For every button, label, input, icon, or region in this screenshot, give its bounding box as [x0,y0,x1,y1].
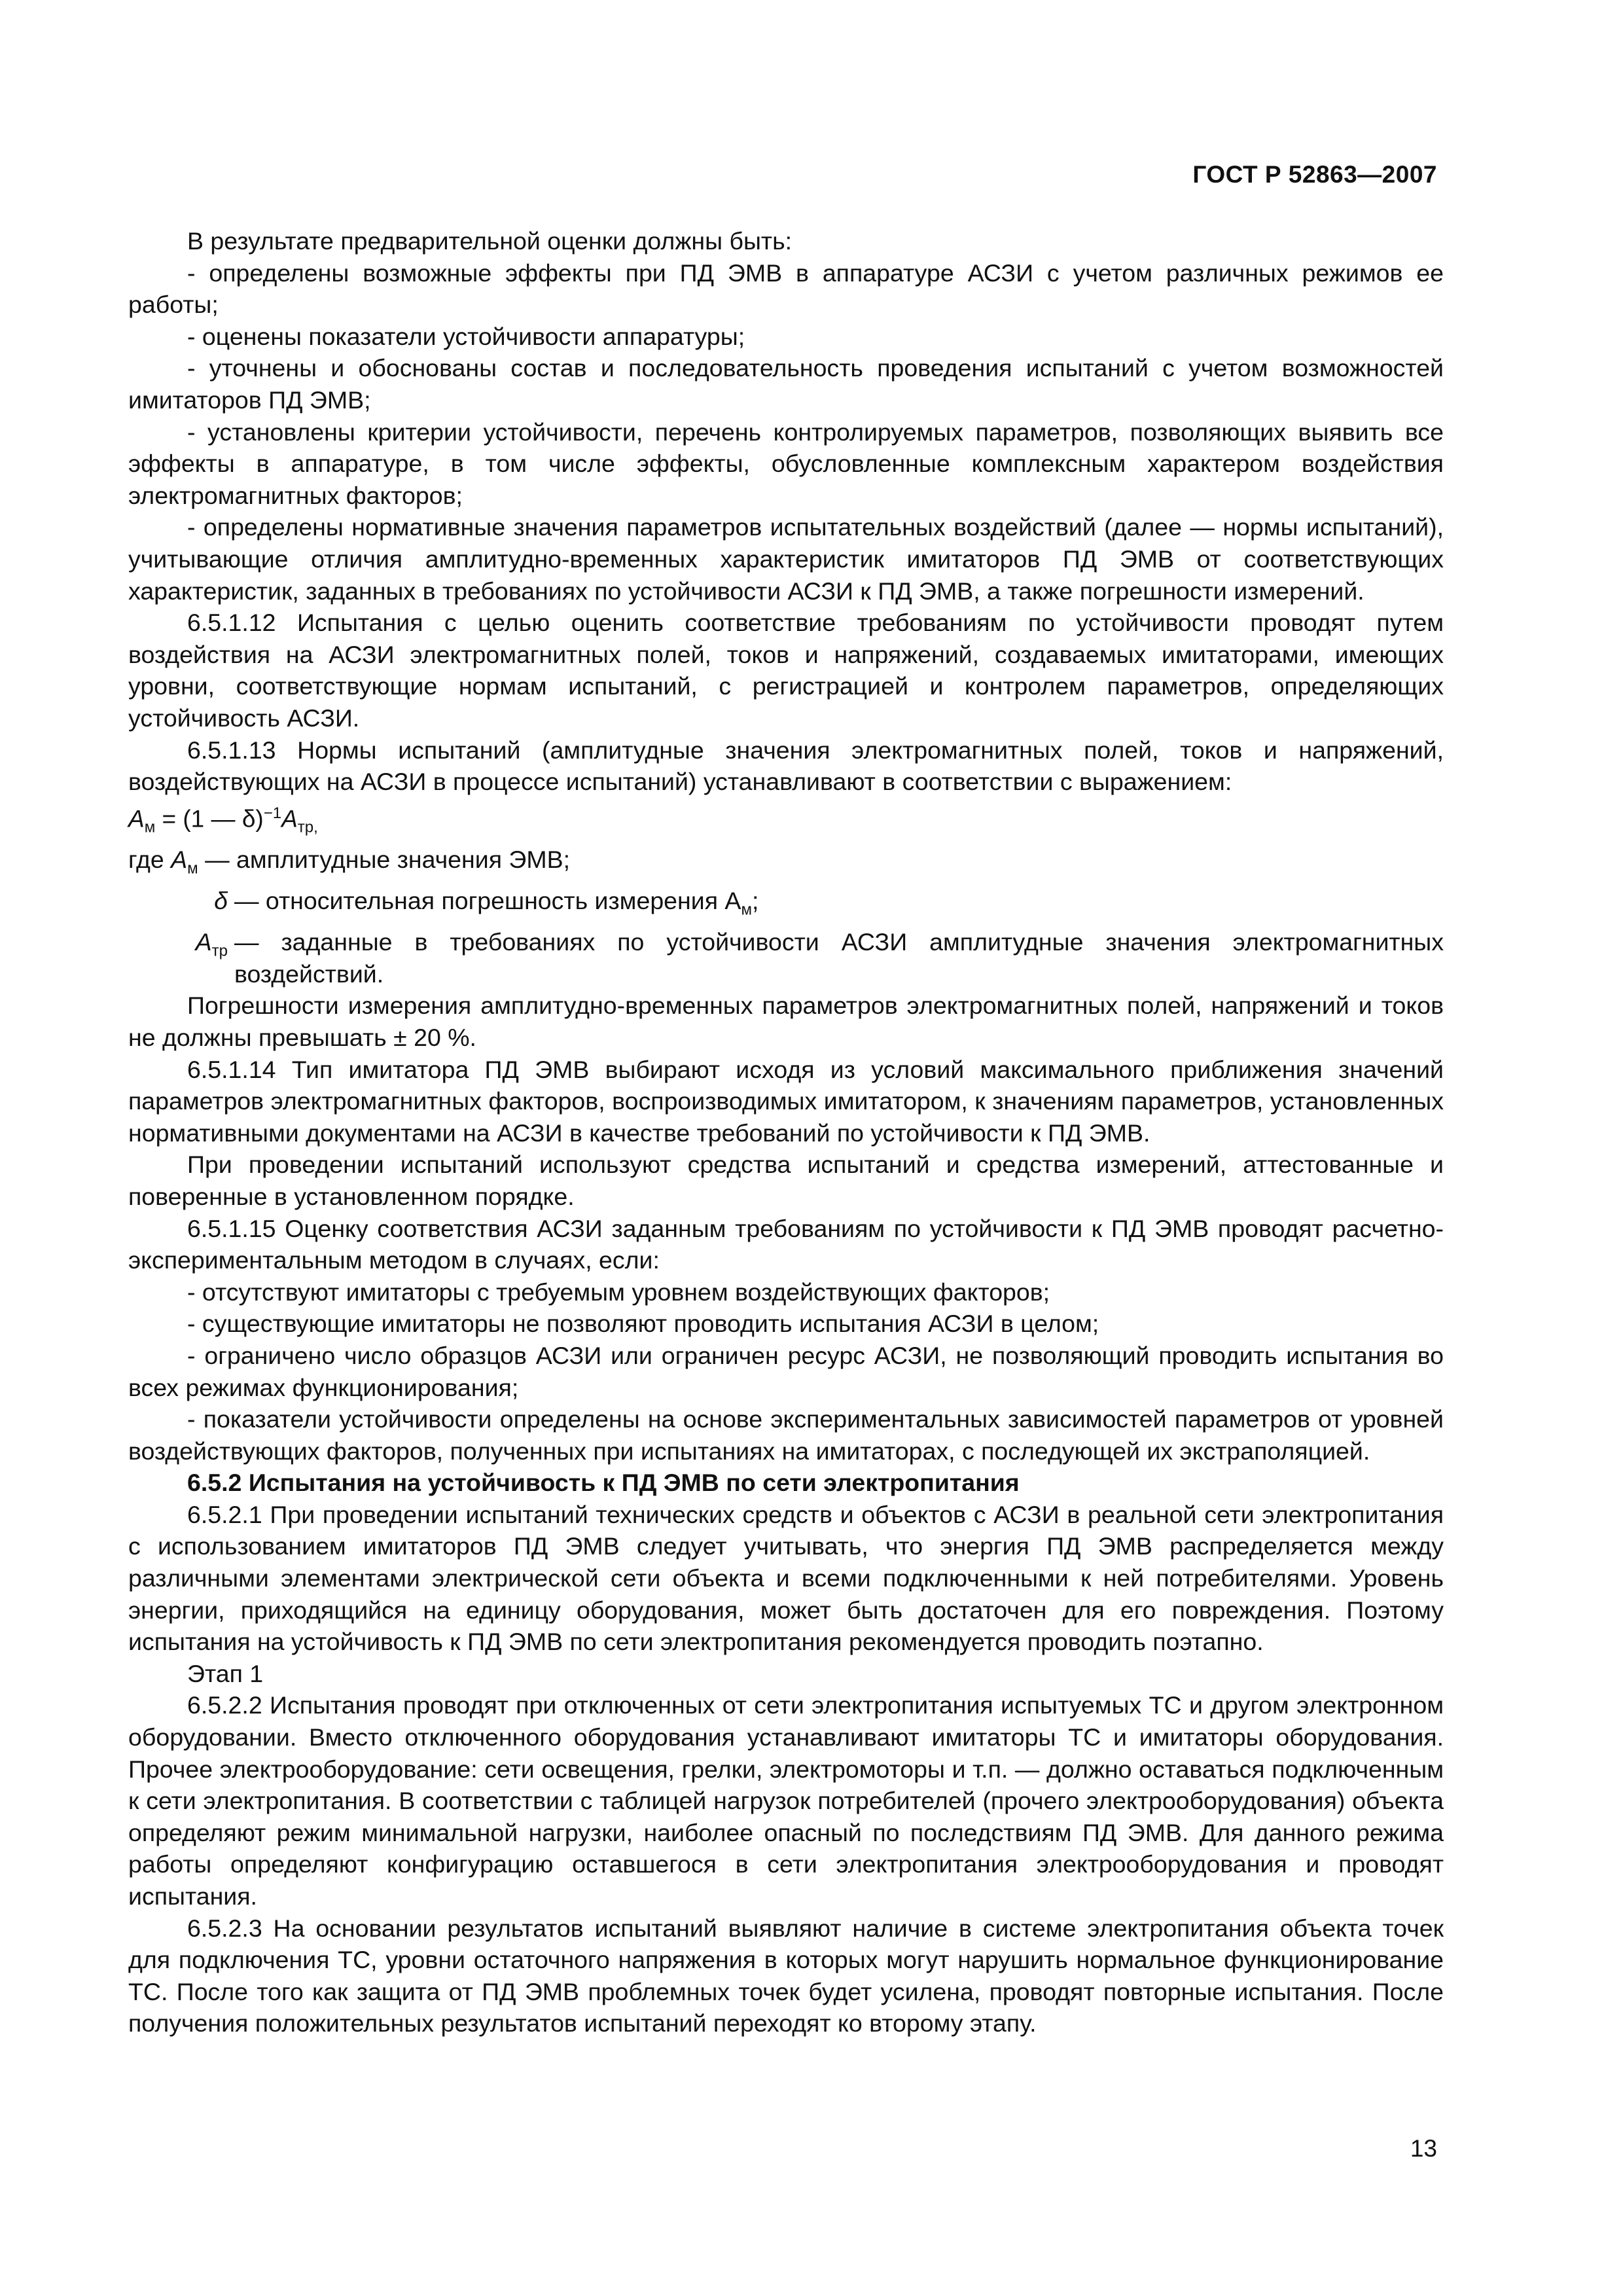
paragraph: 6.5.2.1 При проведении испытаний технических средств и объектов с АСЗИ в реальной сети электропитания с использованием имитаторов ПД ЭМВ следует учитывать, что энергия ПД ЭМВ распределяется между различными элементами электрической сети объекта и всеми подключенными к ней потребителями. Уровень энергии, приходящийся на единицу оборудования, может быть достаточен для его повреждения. Поэтому испытания на устойчивость к ПД ЭМВ по сети электропитания рекомендуется проводить поэтапно. [128,1500,1444,1656]
definition-text: — заданные в требованиях по устойчивости АСЗИ амплитудные значения электромагнитных воздействий. [234,928,1444,988]
paragraph: 6.5.1.14 Тип имитатора ПД ЭМВ выбирают исходя из условий максимального приближения значений параметров электромагнитных факторов, воспроизводимых имитатором, к значениям параметров, установленных нормативными документами на АСЗИ в качестве требований по устойчивости к ПД ЭМВ. [128,1055,1444,1147]
definition-term [128,844,205,885]
paragraph: - определены нормативные значения параметров испытательных воздействий (далее — нормы испытаний), учитывающие отличия амплитудно-временных характеристик имитаторов ПД ЭМВ от соответствующих характеристик, заданных в требованиях по устойчивости АСЗИ к ПД ЭМВ, а также погрешности измерений. [128,513,1444,605]
paragraph: 6.5.2.2 Испытания проводят при отключенных от сети электропитания испытуемых ТС и другом электронном оборудовании. Вместо отключенного оборудования устанавливают имитаторы ТС и имитаторы оборудования. Прочее электрооборудование: сети освещения, грелки, электромоторы и т.п. — должно оставаться подключенным к сети электропитания. В соответствии с таблицей нагрузок потребителей (прочего электрооборудования) объекта определяют режим минимальной нагрузки, наиболее опасный по последствиям ПД ЭМВ. Для данного режима работы определяют конфигурацию оставшегося в сети электропитания электрооборудования и проводят испытания. [128,1691,1444,1910]
definition-term [128,885,234,917]
formula-definitions [128,844,1444,990]
paragraph: 6.5.1.15 Оценку соответствия АСЗИ заданным требованиям по устойчивости к ПД ЭМВ проводят расчетно-экспериментальным методом в случаях, если: [128,1214,1444,1274]
paragraph: 6.5.1.12 Испытания с целью оценить соответствие требованиям по устойчивости проводят путем воздействия на АСЗИ электромагнитных полей, токов и напряжений, создаваемых имитаторами, имеющих уровни, соответствующие нормам испытаний, с регистрацией и контролем параметров, определяющих устойчивость АСЗИ. [128,609,1444,732]
formula-rhs-sub: тр, [297,818,318,836]
section-heading: 6.5.2 Испытания на устойчивость к ПД ЭМВ по сети электропитания [187,1469,1020,1497]
page-number: 13 [1410,2135,1437,2162]
paragraph: Этап 1 [187,1659,264,1687]
formula-sup: −1 [263,804,282,822]
definition-item [128,844,1444,885]
definition-symbol: A [171,846,188,873]
definition-symbol-sub: тр [211,942,228,960]
paragraph: 6.5.1.13 Нормы испытаний (амплитудные значения электромагнитных полей, токов и напряжений, воздействующих на АСЗИ в процессе испытаний) устанавливают в соответствии с выражением: [128,736,1444,796]
definition-symbol-sub: м [187,859,198,878]
definition-term [128,926,234,967]
formula-lhs-sub: м [144,818,156,836]
paragraph: - уточнены и обоснованы состав и последовательность проведения испытаний с учетом возможностей имитаторов ПД ЭМВ; [128,354,1444,414]
formula-middle: = (1 — δ) [155,805,264,833]
definition-item [128,926,1444,990]
formula-rhs: A [281,805,298,833]
paragraph: - определены возможные эффекты при ПД ЭМВ в аппаратуре АСЗИ с учетом различных режимов ее работы; [128,259,1444,319]
paragraph: - отсутствуют имитаторы с требуемым уровнем воздействующих факторов; [187,1278,1050,1306]
page-body [128,225,1444,2039]
paragraph: Погрешности измерения амплитудно-временных параметров электромагнитных полей, напряжений и токов не должны превышать ± 20 %. [128,992,1444,1051]
definition-symbol: δ [214,887,228,915]
definition-text-sub: м [741,901,752,919]
document-header: ГОСТ Р 52863—2007 [1192,161,1437,188]
definition-item [128,885,1444,926]
formula [128,798,1444,844]
paragraph: - оценены показатели устойчивости аппаратуры; [187,322,745,350]
paragraphs-before-formula [128,225,1444,798]
paragraph: - существующие имитаторы не позволяют проводить испытания АСЗИ в целом; [187,1310,1099,1338]
definition-text [234,885,1444,926]
where-label: где [128,846,171,873]
paragraph: При проведении испытаний используют средства испытаний и средства измерений, аттестованные и поверенные в установленном порядке. [128,1151,1444,1210]
paragraph: - ограничено число образцов АСЗИ или ограничен ресурс АСЗИ, не позволяющий проводить испытания во всех режимах функционирования; [128,1341,1444,1401]
paragraph: - установлены критерии устойчивости, перечень контролируемых параметров, позволяющих выявить все эффекты в аппаратуре, в том числе эффекты, обусловленные комплексным характером воздействия электромагнитных факторов; [128,418,1444,509]
definition-symbol: A [195,928,212,956]
definition-text: — амплитудные значения ЭМВ; [205,846,571,873]
definition-text-main: — относительная погрешность измерения A [234,887,741,915]
paragraph: 6.5.2.3 На основании результатов испытаний выявляют наличие в системе электропитания объекта точек для подключения ТС, уровни остаточного напряжения в которых могут нарушить нормальное функционирование ТС. После того как защита от ПД ЭМВ проблемных точек будет усилена, проводят повторные испытания. После получения положительных результатов испытаний переходят ко второму этапу. [128,1914,1444,2037]
paragraph: - показатели устойчивости определены на основе экспериментальных зависимостей параметров от уровней воздействующих факторов, полученных при испытаниях на имитаторах, с последующей их экстраполяцией. [128,1405,1444,1465]
definition-text-end: ; [751,887,759,915]
paragraph: В результате предварительной оценки должны быть: [187,227,793,255]
paragraphs-after-formula [128,990,1444,2039]
formula-lhs: A [128,805,145,833]
